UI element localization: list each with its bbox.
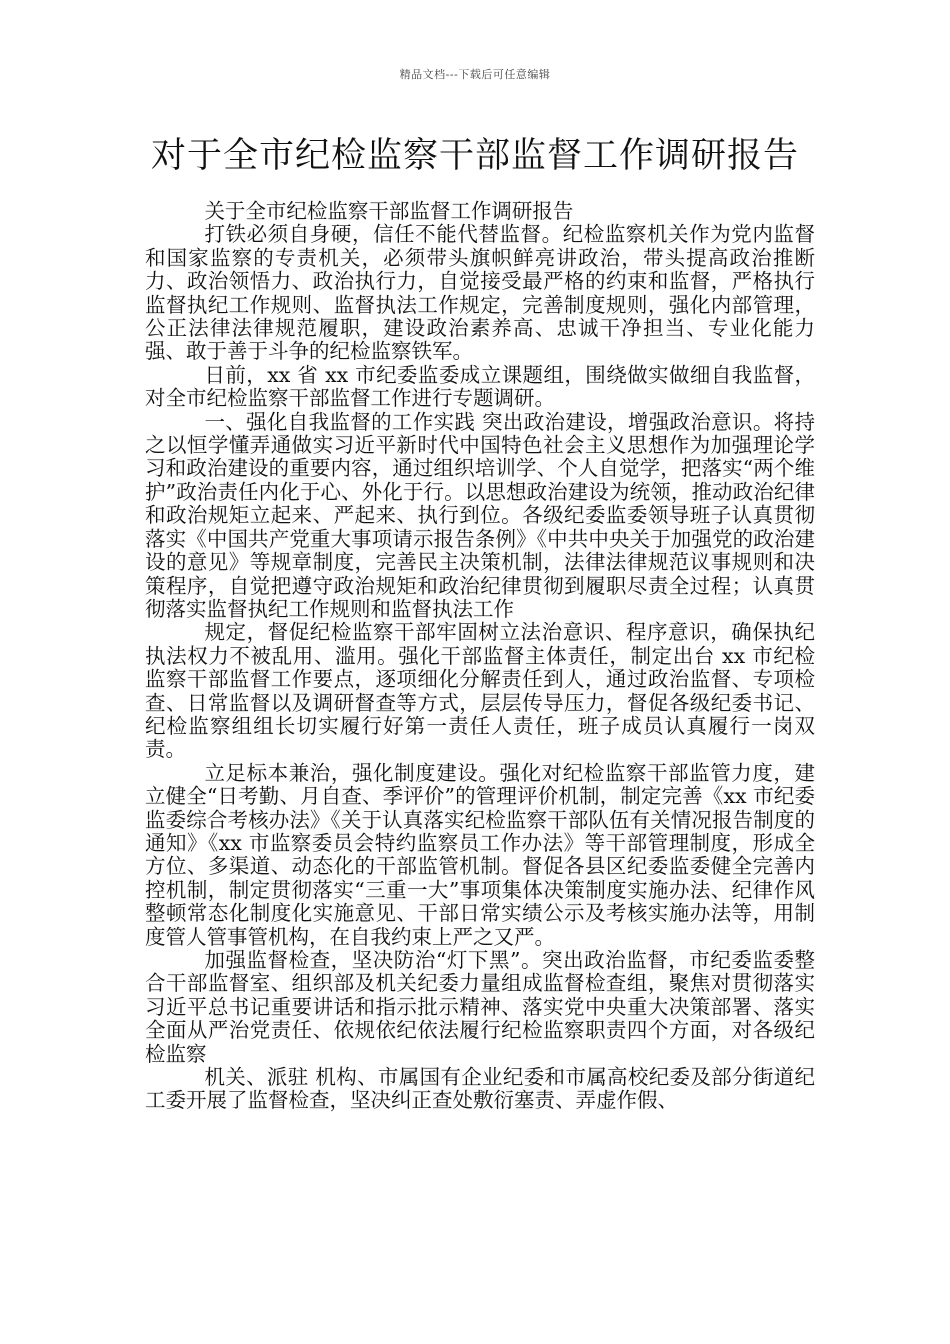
body-paragraph: 一、强化自我监督的工作实践 突出政治建设，增强政治意识。将持之以恒学懂弄通做实习近平新时代中国特色社会主义思想作为加强理论学习和政治建设的重要内容，通过组织培训学、个人自觉学，把落实“两个维护”政治责任内化于心、外化于行。以思想政治建设为统领，推动政治纪律和政治规矩立起来、严起来、执行到位。各级纪委监委领导班子认真贯彻落实《中国共产党重大事项请示报告条例》《中共中央关于加强党的政治建设的意见》等规章制度，完善民主决策机制，法律法律规范议事规则和决策程序，自觉把遵守政治规矩和政治纪律贯彻到履职尽责全过程；认真贯彻落实监督执纪工作规则和监督执法工作	[145, 409, 815, 621]
document-title: 对于全市纪检监察干部监督工作调研报告	[150, 136, 799, 176]
body-paragraph: 关于全市纪检监察干部监督工作调研报告	[204, 199, 574, 223]
body-paragraph: 加强监督检查，坚决防治“灯下黑”。突出政治监督，市纪委监委整合干部监督室、组织部及机关纪委力量组成监督检查组，聚焦对贯彻落实习近平总书记重要讲话和指示批示精神、落实党中央重大决策部署、落实全面从严治党责任、依规依纪依法履行纪检监察职责四个方面，对各级纪检监察	[145, 948, 815, 1066]
header-note: 精品文档---下载后可任意编辑	[399, 68, 551, 81]
document-body	[145, 200, 815, 1113]
body-paragraph: 机关、派驻 机构、市属国有企业纪委和市属高校纪委及部分街道纪工委开展了监督检查，坚决纠正查处敷衍塞责、弄虚作假、	[145, 1065, 815, 1113]
body-paragraph: 立足标本兼治，强化制度建设。强化对纪检监察干部监管力度，建立健全“日考勤、月自查、季评价”的管理评价机制，制定完善《xx 市纪委监委综合考核办法》《关于认真落实纪检监察干部队伍有关情况报告制度的通知》《xx 市监察委员会特约监察员工作办法》等干部管理制度，形成全方位、多渠道、动态化的干部监管机制。督促各县区纪委监委健全完善内控机制，制定贯彻落实“三重一大”事项集体决策制度实施办法、纪律作风整顿常态化制度化实施意见、干部日常实绩公示及考核实施办法等，用制度管人管事管机构，在自我约束上严之又严。	[145, 760, 815, 949]
body-paragraph: 打铁必须自身硬，信任不能代替监督。纪检监察机关作为党内监督和国家监察的专责机关，必须带头旗帜鲜亮讲政治，带头提高政治推断力、政治领悟力、政治执行力，自觉接受最严格的约束和监督，严格执行监督执纪工作规则、监督执法工作规定，完善制度规则，强化内部管理，公正法律法律规范履职，建设政治素养高、忠诚干净担当、专业化能力强、敢于善于斗争的纪检监察铁军。	[145, 222, 815, 364]
body-paragraph: 日前，xx 省 xx 市纪委监委成立课题组，围绕做实做细自我监督，对全市纪检监察干部监督工作进行专题调研。	[145, 362, 815, 411]
body-paragraph: 规定，督促纪检监察干部牢固树立法治意识、程序意识，确保执纪执法权力不被乱用、滥用。强化干部监督主体责任，制定出台 xx 市纪检监察干部监督工作要点，逐项细化分解责任到人，通过政治监督、专项检查、日常监督以及调研督查等方式，层层传导压力，督促各级纪委书记、纪检监察组组长切实履行好第一责任人责任，班子成员认真履行一岗双责。	[145, 620, 815, 762]
